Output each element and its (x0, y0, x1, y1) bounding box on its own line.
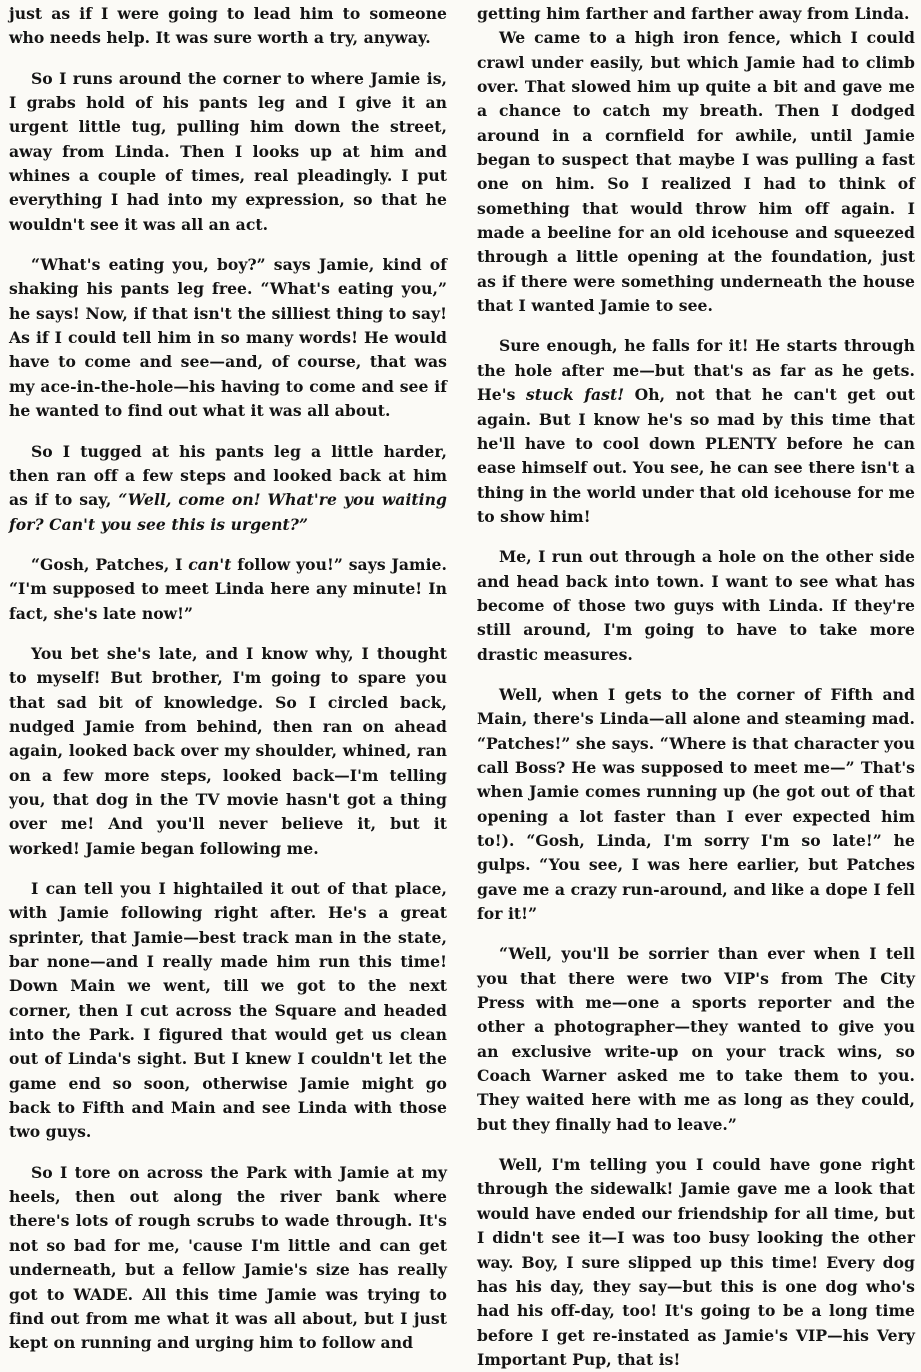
paragraph: So I tore on across the Park with Jamie at my heels, then out along the river bank where there's lots of rough scrubs to wade through. It's not so bad for me, 'cause I'm little and can get underneath, but a fellow Jamie's size has really got to WADE. All this time Jamie was trying to find out from me what it was all about, but I just kept on running and urging him to follow and (9, 1162, 447, 1353)
paragraph: Me, I run out through a hole on the other side and head back into town. I want to see what has become of those two guys with Linda. If they're still around, I'm going to have to take more drastic measures. (477, 547, 915, 664)
paragraph-text: So I tugged at his pants leg a little harder, then ran off a few steps and looked back at him as if to say, (9, 441, 447, 510)
paragraph: getting him farther and farther away from Linda. (477, 4, 910, 23)
paragraph: Well, I'm telling you I could have gone right through the sidewalk! Jamie gave me a look that would have ended our friendship for all time, but I didn't see it—I was too busy looking the other way. Boy, I sure slipped up this time! Every dog has his day, they say—but this is one dog who's had his off-day, too! It's going to be a long time before I get re-instated as Jamie's VIP—his Very Important Pup, that is! (477, 1155, 915, 1369)
paragraph-italic: “Well, come on! What're you waiting for? Can't you see this is urgent?” (9, 490, 447, 534)
paragraph: Well, when I gets to the corner of Fifth and Main, there's Linda—all alone and steaming mad. “Patches!” she says. “Where is that character you call Boss? He was supposed to meet me—” That's when Jamie comes running up (he got out of that opening a lot faster than I ever expected him to!). “Gosh, Linda, I'm sorry I'm so late!” he gulps. “You see, I was here earlier, but Patches gave me a crazy run-around, and like a dope I fell for it!” (477, 684, 915, 924)
paragraph: I can tell you I hightailed it out of that place, with Jamie following right after. He's a great sprinter, that Jamie—best track man in the state, bar none—and I really made him run this time! Down Main we went, till we got to the next corner, then I cut across the Square and headed into the Park. I figured that would get us clean out of Linda's sight. But I knew I couldn't let the game end so soon, otherwise Jamie might go back to Fifth and Main and see Linda with those two guys. (9, 879, 447, 1142)
paragraph: just as if I were going to lead him to someone who needs help. It was sure worth a try, anyway. (9, 4, 447, 48)
paragraph-italic: stuck fast! (525, 385, 625, 405)
paragraph: So I runs around the corner to where Jamie is, I grabs hold of his pants leg and I give it an urgent little tug, pulling him down the street, away from Linda. Then I looks up at him and whines a couple of times, real pleadingly. I put everything I had into my expression, so that he wouldn't see it was all an act. (9, 68, 447, 234)
paragraph: “What's eating you, boy?” says Jamie, kind of shaking his pants leg free. “What's eating you,” he says! Now, if that isn't the silliest thing to say! As if I could tell him in so many words! He would have to come and see—and, of course, that was my ace-in-the-hole—his having to come and see if he wanted to find out what it was all about. (9, 255, 447, 421)
paragraph-text: Sure enough, he falls for it! He starts through the hole after me—but that's as far as he gets. He's (477, 336, 915, 405)
paragraph: “Well, you'll be sorrier than ever when I tell you that there were two VIP's from The City Press with me—one a sports reporter and the other a photographer—they wanted to give you an exclusive write-up on your track wins, so Coach Warner asked me to take them to you. They waited here with me as long as they could, but they finally had to leave.” (477, 944, 915, 1134)
paragraph (9, 553, 447, 626)
paragraph: We came to a high iron fence, which I could crawl under easily, but which Jamie had to climb over. That slowed him up quite a bit and gave me a chance to catch my breath. Then I dodged around in a cornfield for awhile, until Jamie began to suspect that maybe I was pulling a fast one on him. So I realized I had to think of something that would throw him off again. I made a beeline for an old icehouse and squeezed through a little opening at the foundation, just as if there were something underneath the house that I wanted Jamie to see. (477, 28, 915, 316)
paragraph-text: “Gosh, Patches, I (31, 554, 189, 574)
paragraph-italic: can't (188, 554, 232, 574)
paragraph-text: follow you!” says Jamie. “I'm supposed to meet Linda here any minute! In fact, she's late now!” (9, 554, 447, 623)
left-column (9, 2, 447, 1356)
paragraph (9, 440, 447, 537)
right-column (477, 2, 915, 1372)
paragraph-text: Oh, not that he can't get out again. But I know he's so mad by this time that he'll have to cool down PLENTY before he can ease himself out. You see, he can see there isn't a thing in the world under that old icehouse for me to show him! (477, 385, 915, 526)
paragraph: You bet she's late, and I know why, I thought to myself! But brother, I'm going to spare you that sad bit of knowledge. So I circled back, nudged Jamie from behind, then ran on ahead again, looked back over my shoulder, whined, ran on a few more steps, looked back—I'm telling you, that dog in the TV movie hasn't got a thing over me! And you'll never believe it, but it worked! Jamie began following me. (9, 643, 447, 858)
paragraph (477, 334, 915, 529)
